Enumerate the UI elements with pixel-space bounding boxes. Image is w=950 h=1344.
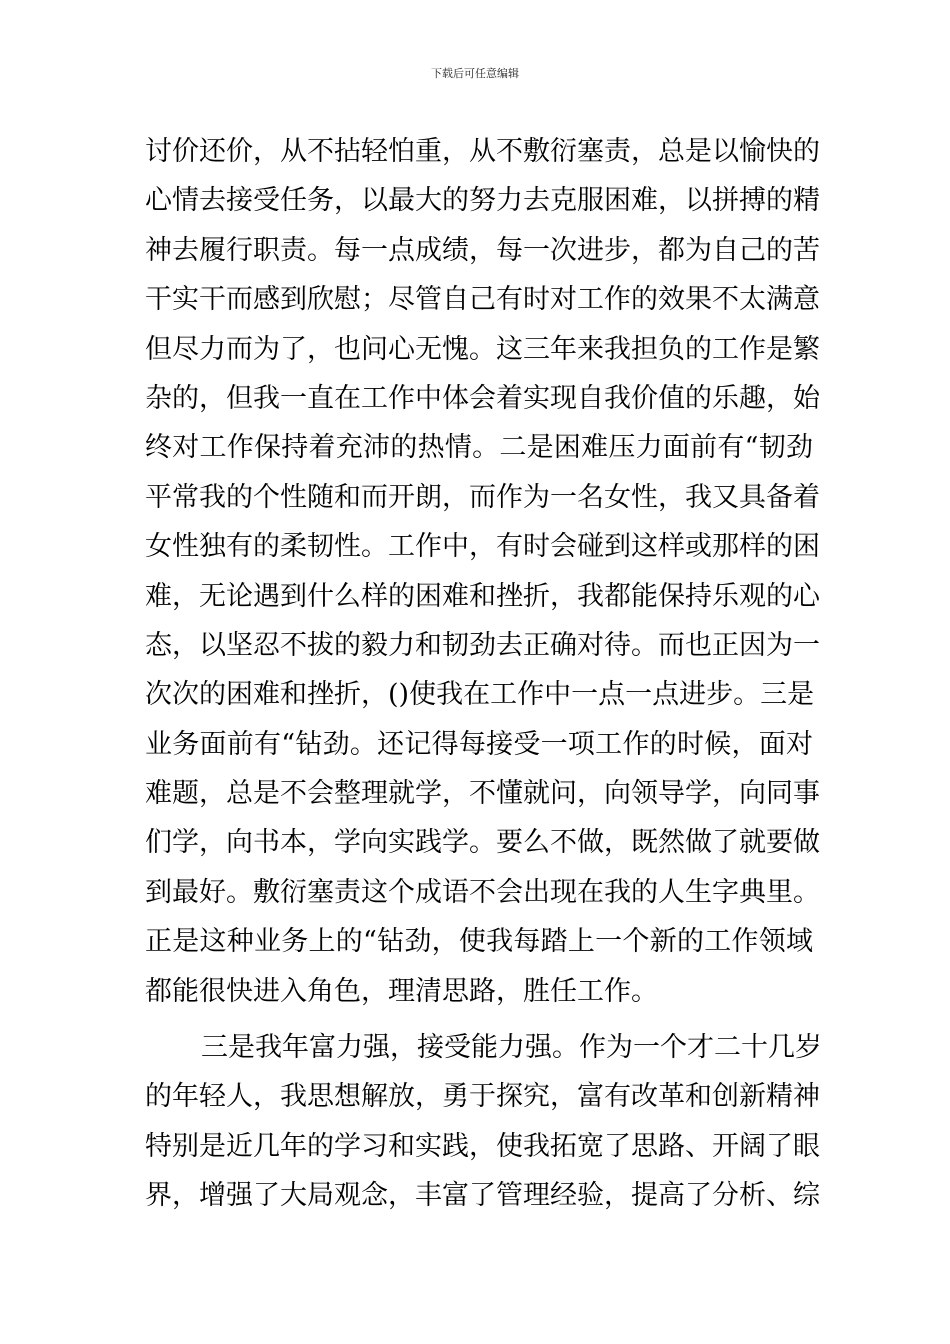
text-line: 心情去接受任务，以最大的努力去克服困难，以拼搏的精 (145, 185, 820, 217)
text-line: 终对工作保持着充沛的热情。二是困难压力面前有“韧劲 (145, 432, 813, 464)
paragraph-1 (145, 127, 820, 1016)
text-line: 到最好。敷衍塞责这个成语不会出现在我的人生字典里。 (145, 876, 820, 908)
text-line: 态，以坚忍不拔的毅力和韧劲去正确对待。而也正因为一 (145, 629, 820, 661)
text-line: 讨价还价，从不拈轻怕重，从不敷衍塞责，总是以愉快的 (145, 136, 820, 167)
text-line: 女性独有的柔韧性。工作中，有时会碰到这样或那样的困 (145, 531, 820, 563)
text-line: 们学，向书本，学向实践学。要么不做，既然做了就要做 (145, 827, 820, 859)
text-line: 难，无论遇到什么样的困难和挫折，我都能保持乐观的心 (145, 580, 820, 612)
text-line: 神去履行职责。每一点成绩，每一次进步，都为自己的苦 (145, 234, 820, 266)
paragraph-2 (145, 1023, 822, 1221)
text-line: 特别是近几年的学习和实践，使我拓宽了思路、开阔了眼 (145, 1130, 820, 1162)
text-line: 业务面前有“钻劲。还记得每接受一项工作的时候，面对 (145, 728, 813, 760)
text-line: 次次的困难和挫折，()使我在工作中一点一点进步。三是 (145, 679, 815, 711)
page-header: 下载后可任意编辑 (431, 67, 519, 80)
text-line: 正是这种业务上的“钻劲，使我每踏上一个新的工作领域 (145, 926, 813, 958)
paragraph-gap (145, 1016, 813, 1023)
text-line: 平常我的个性随和而开朗，而作为一名女性，我又具备着 (145, 481, 820, 513)
text-line: 但尽力而为了，也问心无愧。这三年来我担负的工作是繁 (145, 333, 820, 365)
text-line: 难题，总是不会整理就学，不懂就问，向领导学，向同事 (145, 778, 820, 810)
text-line: 都能很快进入角色，理清思路，胜任工作。 (145, 975, 658, 1007)
text-line: 干实干而感到欣慰；尽管自己有时对工作的效果不太满意 (145, 284, 820, 316)
body-text (145, 127, 822, 1221)
text-line: 界，增强了大局观念，丰富了管理经验，提高了分析、综 (145, 1180, 820, 1212)
text-line: 三是我年富力强，接受能力强。作为一个才二十几岁 (201, 1032, 822, 1064)
text-line: 的年轻人，我思想解放，勇于探究，富有改革和创新精神 (145, 1081, 820, 1113)
text-line: 杂的，但我一直在工作中体会着实现自我价值的乐趣，始 (145, 382, 820, 414)
